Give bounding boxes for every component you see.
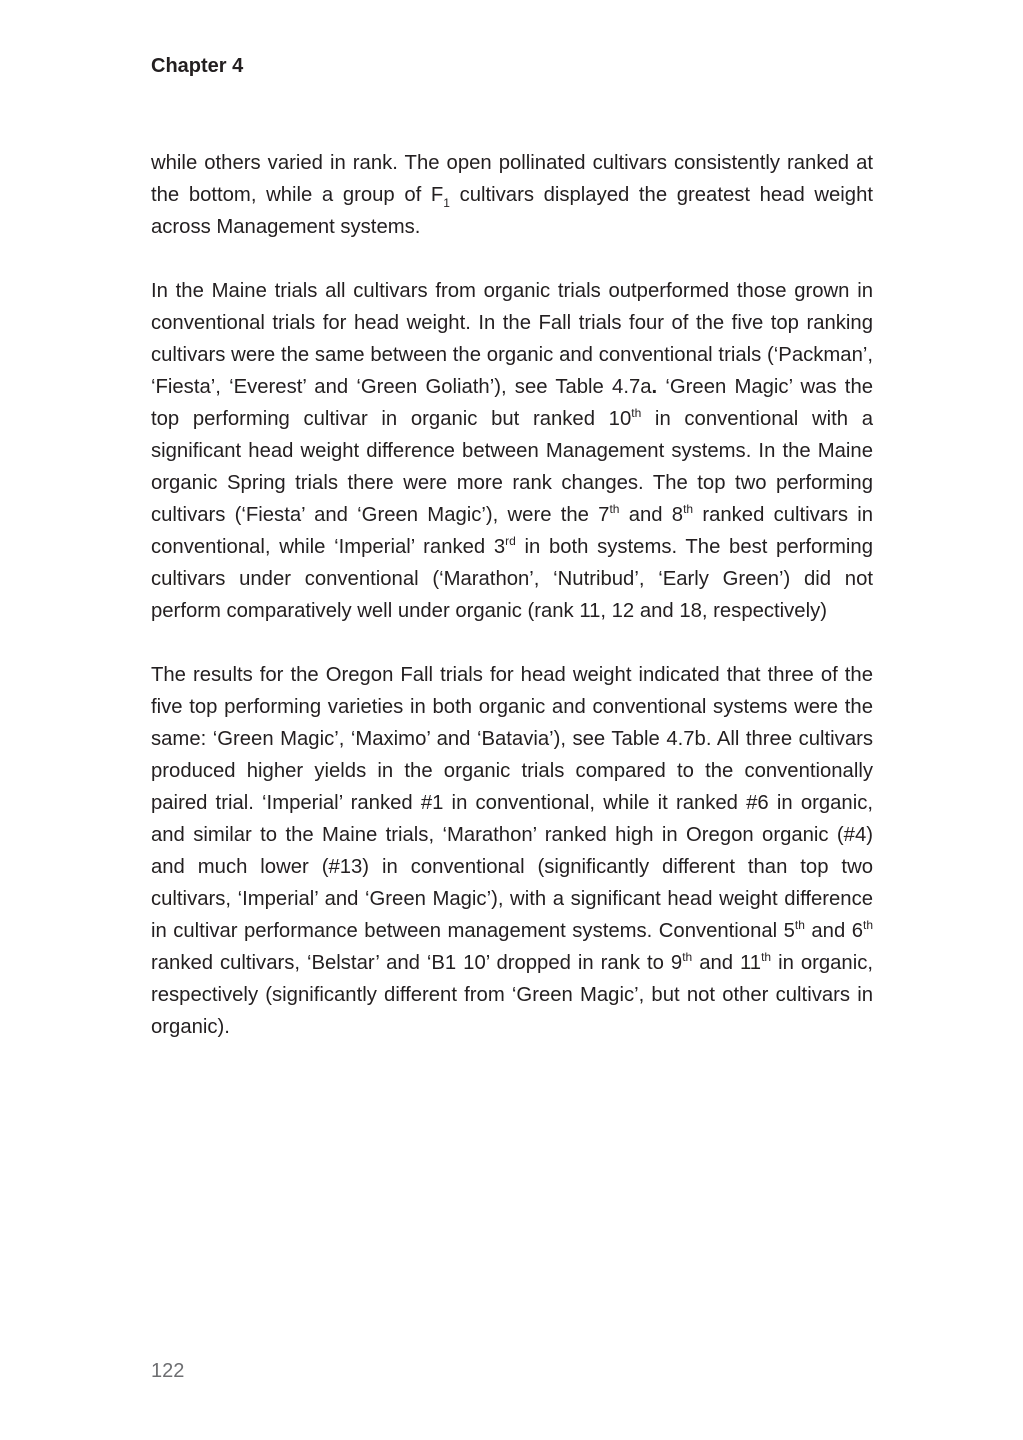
text-run: while others varied in rank. The open pollinated cultivars consistently ranked at the bottom, while a group of F bbox=[151, 152, 873, 206]
text-run: and 6 bbox=[804, 920, 863, 942]
text-run: and 8 bbox=[619, 504, 684, 526]
superscript: th bbox=[631, 406, 642, 420]
superscript: th bbox=[761, 950, 772, 964]
text-run: In the Maine trials all cultivars from organic trials outperformed those grown in conventional trials for head weight. In the Fall trials four of the five top ranking cultivars were the same between the organic and conventional trials (‘Packman’, ‘Fiesta’, ‘Everest’ and ‘Green Goliath’), see Table 4.7a bbox=[151, 280, 873, 398]
page-number: 122 bbox=[151, 1360, 185, 1382]
text-run: ‘Green Magic’ was the top performing cultivar in organic but ranked 10 bbox=[151, 376, 873, 430]
subscript: 1 bbox=[443, 196, 450, 210]
text-run: in both systems. The best performing cultivars under conventional (‘Marathon’, ‘Nutribud’, ‘Early Green’) did not perform comparatively well under organic (rank 11, 12 and 18, respectively) bbox=[151, 536, 873, 622]
text-run: The results for the Oregon Fall trials for head weight indicated that three of the five top performing varieties in both organic and conventional systems were the same: ‘Green Magic’, ‘Maximo’ and ‘Batavia’), see Table 4.7b. All three cultivars produced higher yields in the organic trials compared to the conventionally paired trial. ‘Imperial’ ranked #1 in conventional, while it ranked #6 in organic, and similar to the Maine trials, ‘Marathon’ ranked high in Oregon organic (#4) and much lower (#13) in conventional (significantly different than top two cultivars, ‘Imperial’ and ‘Green Magic’), with a significant head weight difference in cultivar performance between management systems. Conventional 5 bbox=[151, 664, 873, 942]
paragraph-1 bbox=[151, 147, 873, 243]
superscript: th bbox=[682, 950, 693, 964]
superscript: th bbox=[794, 918, 805, 932]
text-run: ranked cultivars in conventional, while ‘Imperial’ ranked 3 bbox=[151, 504, 873, 558]
text-run: cultivars displayed the greatest head weight across Management systems. bbox=[151, 184, 873, 238]
text-run: and 11 bbox=[692, 952, 762, 974]
text-run: in conventional with a significant head weight difference between Management systems. In the Maine organic Spring trials there were more rank changes. The top two performing cultivars (‘Fiesta’ and ‘Green Magic’), were the 7 bbox=[151, 408, 873, 526]
paragraph-2 bbox=[151, 275, 873, 627]
text-run: ranked cultivars, ‘Belstar’ and ‘B1 10’ dropped in rank to 9 bbox=[151, 952, 683, 974]
text-run: in organic, respectively (significantly different from ‘Green Magic’, but not other cultivars in organic). bbox=[151, 952, 873, 1038]
paragraph-3 bbox=[151, 659, 873, 1043]
bold-period: . bbox=[651, 376, 658, 398]
superscript: th bbox=[862, 918, 873, 932]
superscript: rd bbox=[505, 534, 516, 548]
superscript: th bbox=[683, 502, 694, 516]
chapter-heading: Chapter 4 bbox=[151, 55, 244, 77]
superscript: th bbox=[609, 502, 620, 516]
body-text bbox=[151, 147, 873, 1075]
